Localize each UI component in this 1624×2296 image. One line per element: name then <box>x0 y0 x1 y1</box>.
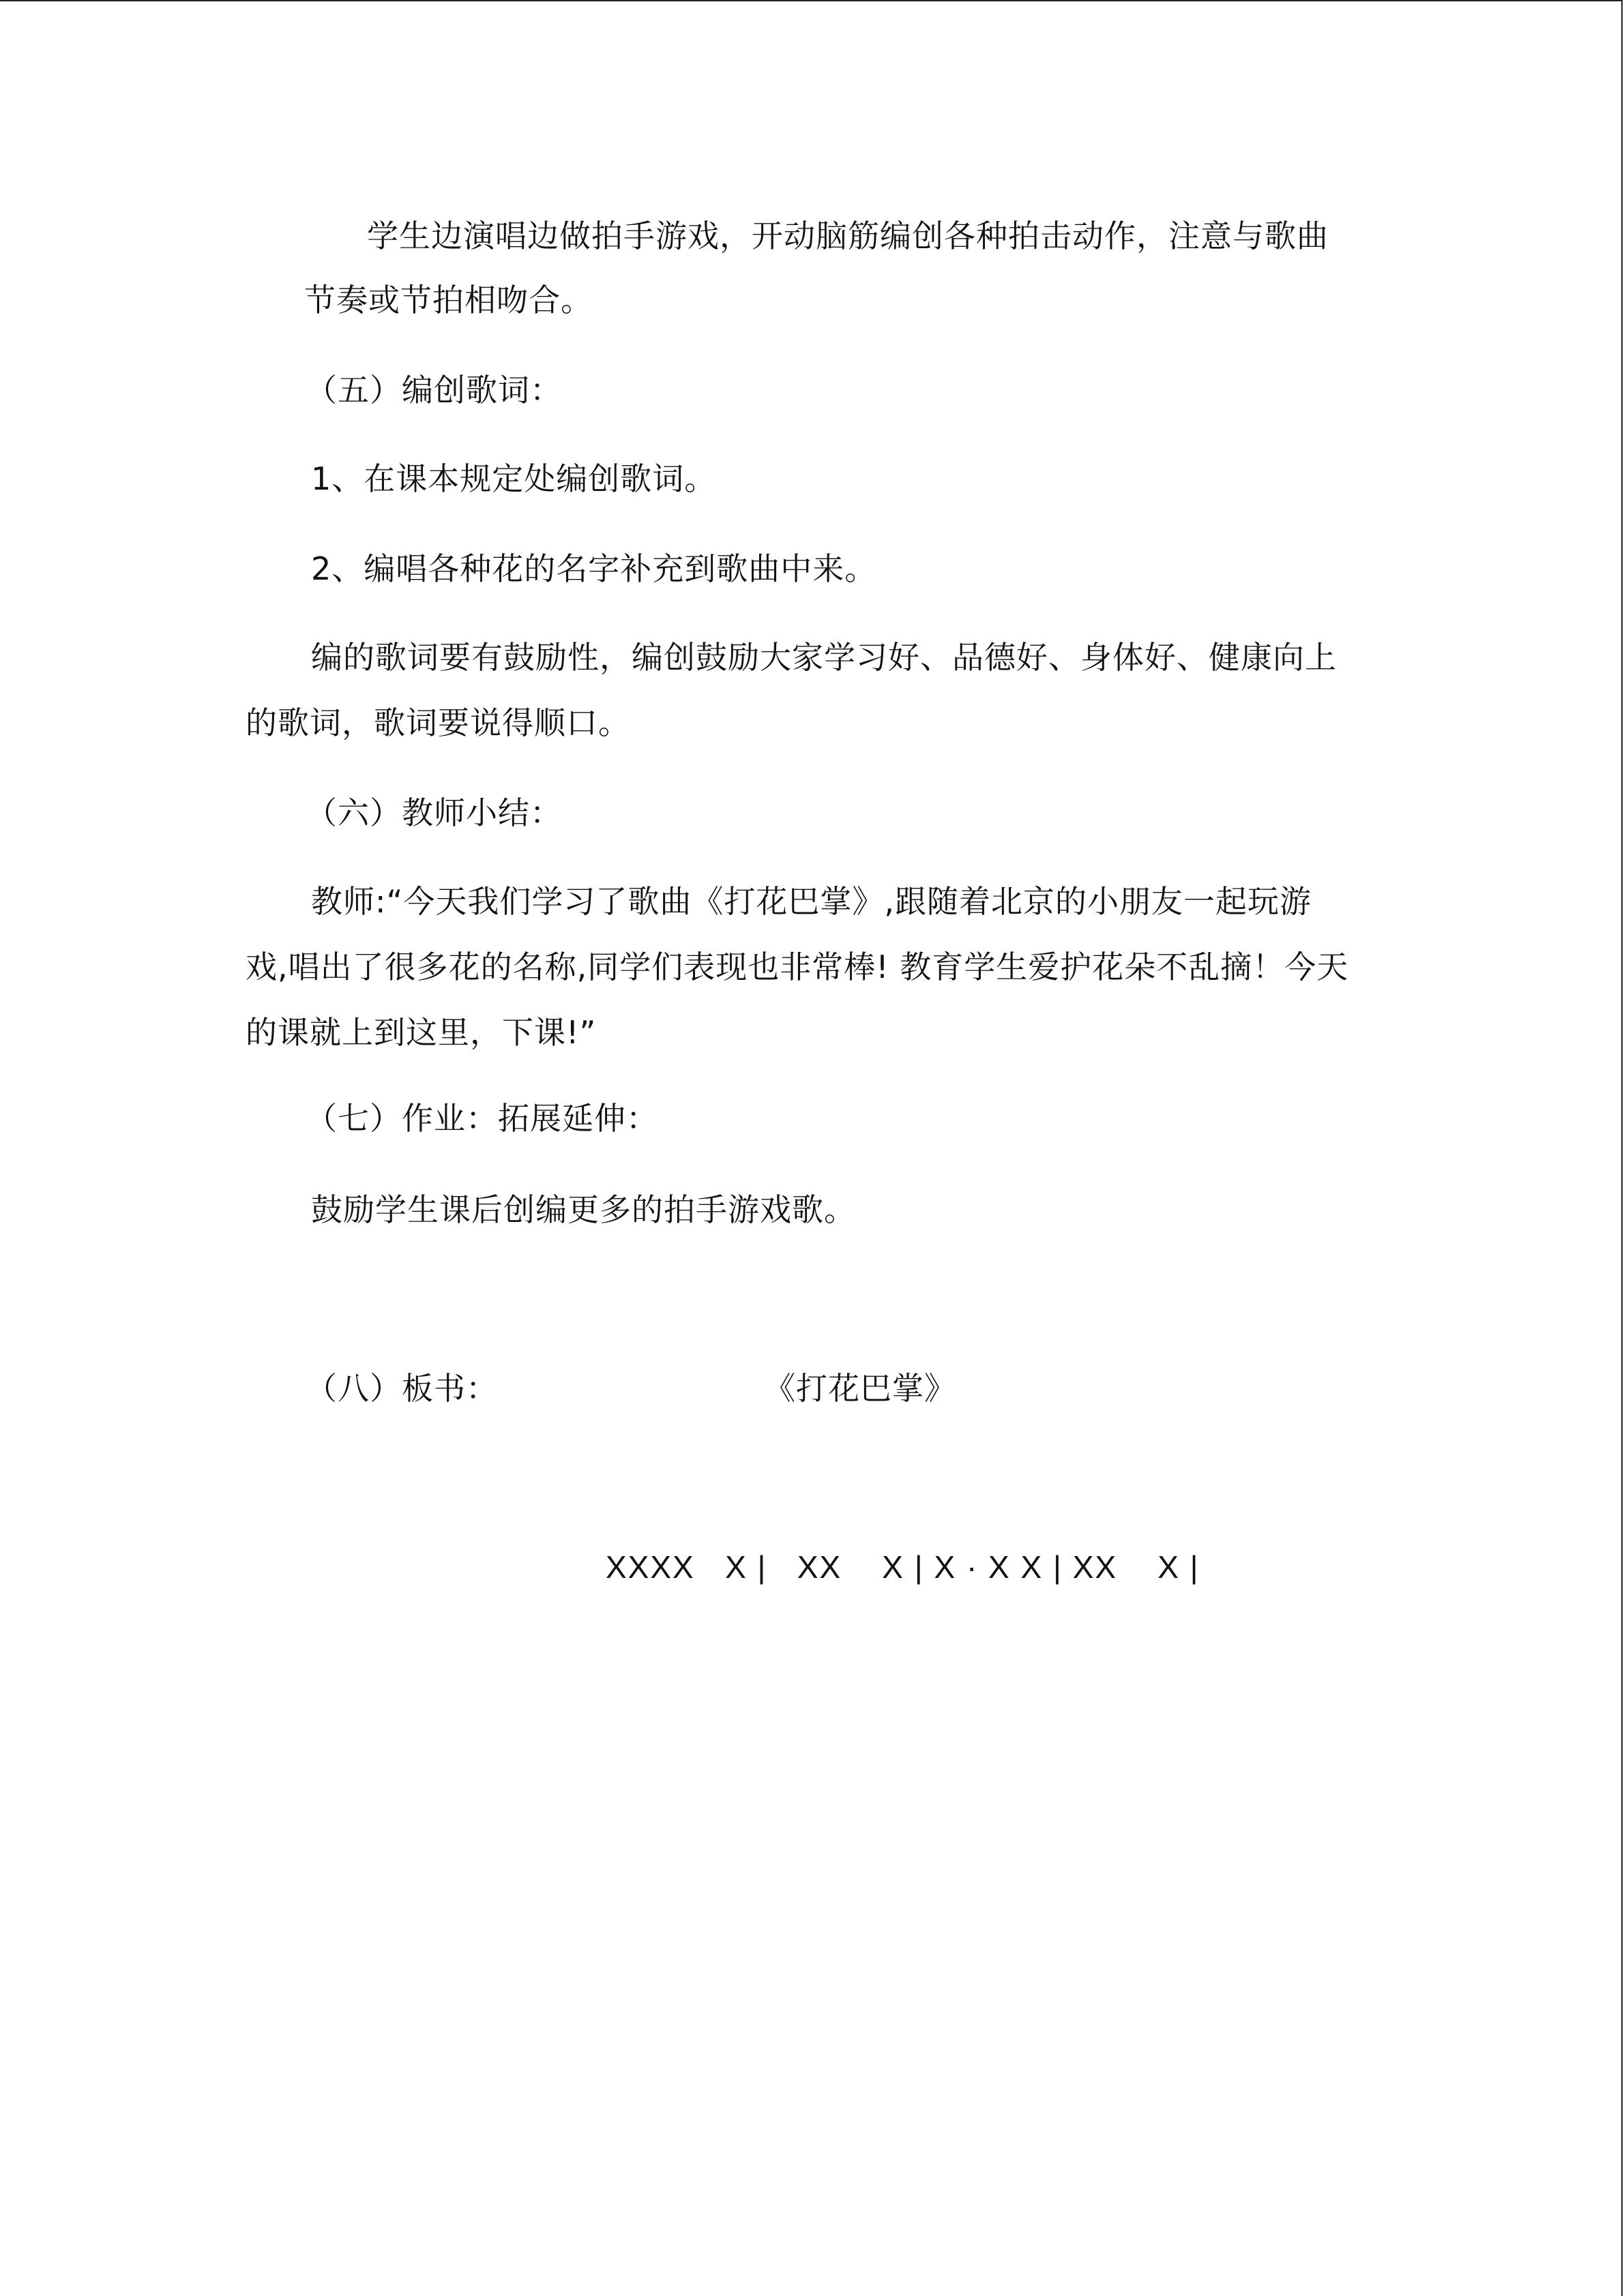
paragraph-line: 节奏或节拍相吻合。 <box>304 282 593 318</box>
board-label: （八）板书： <box>306 1370 498 1407</box>
paragraph-line: 的歌词，歌词要说得顺口。 <box>246 704 630 741</box>
list-item: 2、编唱各种花的名字补充到歌曲中来。 <box>311 550 877 587</box>
paragraph-line: 戏,唱出了很多花的名称,同学们表现也非常棒! 教育学生爱护花朵不乱摘！今天 <box>246 949 1349 985</box>
paragraph-line: 的课就上到这里，下课!” <box>246 1014 597 1051</box>
rhythm-notation: XXXX X | XX X | X · X X | XX X | <box>606 1549 1200 1585</box>
paragraph-line: 学生边演唱边做拍手游戏，开动脑筋编创各种拍击动作，注意与歌曲 <box>367 218 1329 254</box>
section-heading-5: （五）编创歌词： <box>306 372 562 408</box>
list-item: 1、在课本规定处编创歌词。 <box>311 460 717 497</box>
paragraph-line: 鼓励学生课后创编更多的拍手游戏歌。 <box>311 1191 856 1228</box>
section-heading-6: （六）教师小结： <box>306 794 562 831</box>
paragraph-line: 编的歌词要有鼓励性，编创鼓励大家学习好、品德好、身体好、健康向上 <box>311 639 1337 676</box>
paragraph-line: 教师:“今天我们学习了歌曲《打花巴掌》,跟随着北京的小朋友一起玩游 <box>311 883 1312 920</box>
section-heading-7: （七）作业：拓展延伸： <box>306 1100 658 1137</box>
board-title: 《打花巴掌》 <box>764 1370 956 1407</box>
